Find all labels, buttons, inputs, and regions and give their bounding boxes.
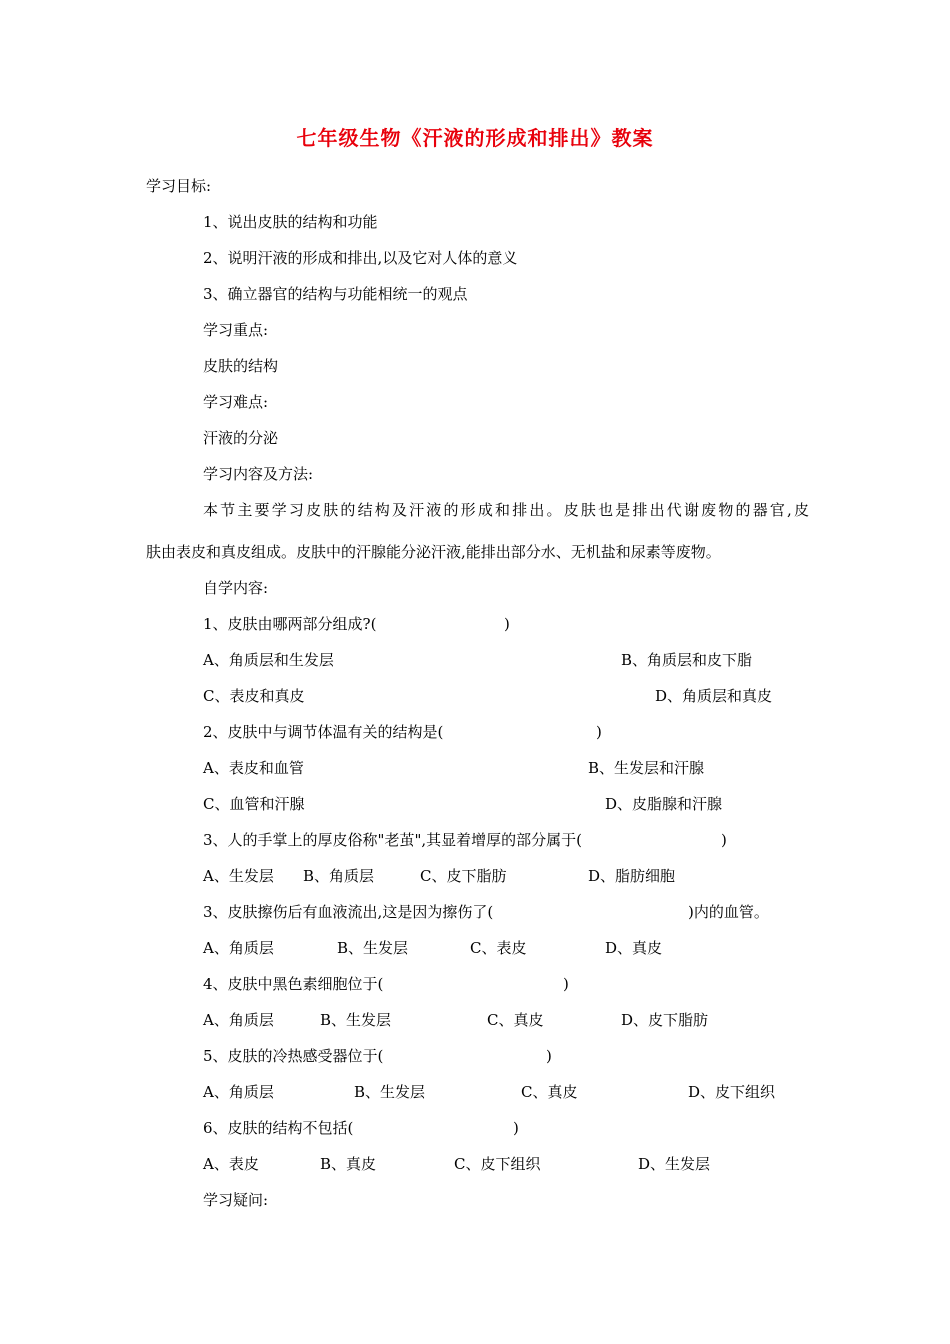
key-text: 皮肤的结构 [203, 357, 279, 375]
intro-paragraph-line: 本节主要学习皮肤的结构及汗液的形成和排出。皮肤也是排出代谢废物的器官,皮 [203, 501, 809, 519]
option-b: B、生发层 [354, 1083, 426, 1101]
document-title: 七年级生物《汗液的形成和排出》教案 [296, 126, 654, 150]
option-d: D、生发层 [638, 1155, 711, 1173]
intro-paragraph-line: 肤由表皮和真皮组成。皮肤中的汗腺能分泌汗液,能排出部分水、无机盐和尿素等废物。 [146, 543, 721, 561]
goals-heading: 学习目标: [146, 177, 212, 195]
option-c: C、血管和汗腺 [203, 795, 305, 813]
question-text: 5、皮肤的冷热感受器位于( [203, 1047, 384, 1065]
option-a: A、表皮 [203, 1155, 259, 1173]
option-d: D、角质层和真皮 [655, 687, 773, 705]
option-a: A、角质层和生发层 [203, 651, 334, 669]
doubt-heading: 学习疑问: [203, 1191, 269, 1209]
goal-item: 3、确立器官的结构与功能相统一的观点 [203, 285, 468, 303]
key-heading: 学习重点: [203, 321, 269, 339]
difficulty-text: 汗液的分泌 [203, 429, 279, 447]
option-d: D、脂肪细胞 [588, 867, 676, 885]
option-d: D、皮脂腺和汗腺 [605, 795, 723, 813]
option-c: C、表皮和真皮 [203, 687, 305, 705]
answer-blank-close: ) [596, 723, 602, 741]
option-b: B、角质层 [303, 867, 375, 885]
question-text: 1、皮肤由哪两部分组成?( [203, 615, 377, 633]
goal-item: 2、说明汗液的形成和排出,以及它对人体的意义 [203, 249, 518, 267]
question-text: 3、人的手掌上的厚皮俗称"老茧",其显着增厚的部分属于( [203, 831, 582, 849]
option-d: D、皮下组织 [688, 1083, 776, 1101]
option-b: B、角质层和皮下脂 [621, 651, 753, 669]
question-text: 3、皮肤擦伤后有血液流出,这是因为擦伤了( [203, 903, 494, 921]
question-text: 4、皮肤中黑色素细胞位于( [203, 975, 384, 993]
option-b: B、生发层 [320, 1011, 392, 1029]
answer-blank-close: ) [513, 1119, 519, 1137]
option-a: A、角质层 [203, 1011, 274, 1029]
option-a: A、生发层 [203, 867, 274, 885]
option-d: D、皮下脂肪 [621, 1011, 709, 1029]
option-b: B、真皮 [320, 1155, 377, 1173]
answer-blank-close: ) [721, 831, 727, 849]
option-c: C、真皮 [521, 1083, 578, 1101]
option-c: C、表皮 [470, 939, 527, 957]
question-text: 6、皮肤的结构不包括( [203, 1119, 354, 1137]
option-c: C、皮下组织 [454, 1155, 541, 1173]
option-d: D、真皮 [605, 939, 663, 957]
answer-blank-close: ) [563, 975, 569, 993]
answer-blank-close: ) [546, 1047, 552, 1065]
option-a: A、表皮和血管 [203, 759, 304, 777]
difficulty-heading: 学习难点: [203, 393, 269, 411]
option-b: B、生发层 [337, 939, 409, 957]
method-heading: 学习内容及方法: [203, 465, 314, 483]
answer-blank-close: )内的血管。 [688, 903, 769, 921]
question-text: 2、皮肤中与调节体温有关的结构是( [203, 723, 444, 741]
answer-blank-close: ) [504, 615, 510, 633]
option-a: A、角质层 [203, 1083, 274, 1101]
goal-item: 1、说出皮肤的结构和功能 [203, 213, 378, 231]
option-a: A、角质层 [203, 939, 274, 957]
option-c: C、皮下脂肪 [420, 867, 507, 885]
option-b: B、生发层和汗腺 [588, 759, 705, 777]
option-c: C、真皮 [487, 1011, 544, 1029]
self-study-heading: 自学内容: [203, 579, 269, 597]
